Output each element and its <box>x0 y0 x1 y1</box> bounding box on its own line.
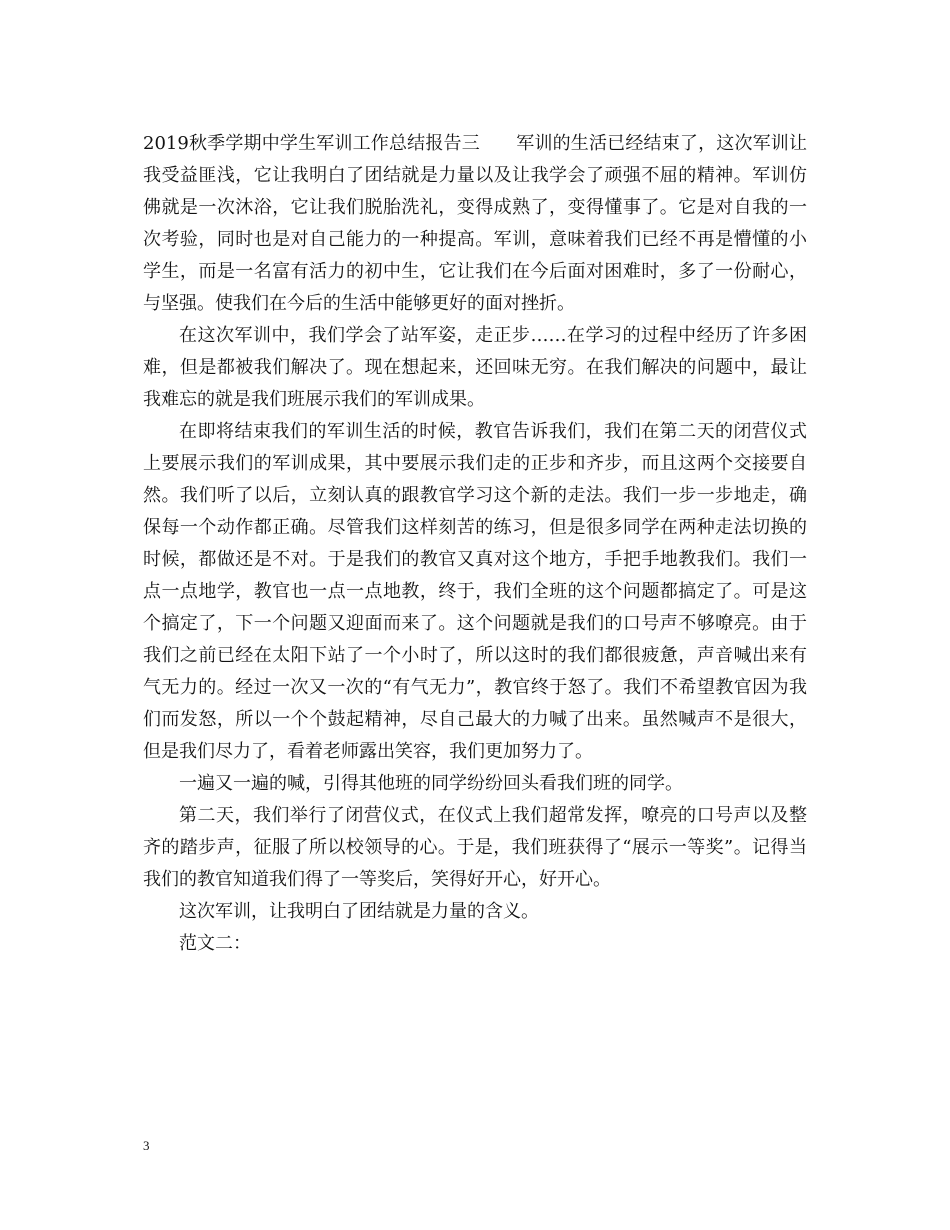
paragraph-conclusion: 这次军训，让我明白了团结就是力量的含义。 <box>179 901 539 922</box>
paragraph-closing-preparation: 在即将结束我们的军训生活的时候，教官告诉我们，我们在第二天的闭营仪式上要展示我们的军训成果，其中要展示我们走的正步和齐步，而且这两个交接要自然。我们听了以后，立刻认真的跟教官学习这个新的走法。我们一步一步地走，确保每一个动作都正确。尽管我们这样刻苦的练习，但是很多同学在两种走法切换的时候，都做还是不对。于是我们的教官又真对这个地方，手把手地教我们。我们一点一点地学，教官也一点一点地教，终于，我们全班的这个问题都搞定了。可是这个搞定了，下一个问题又迎面而来了。这个问题就是我们的口号声不够嘹亮。由于我们之前已经在太阳下站了一个小时了，所以这时的我们都很疲惫，声音喊出来有气无力的。经过一次又一次的“有气无力”，教官终于怒了。我们不希望教官因为我们而发怒，所以一个个鼓起精神，尽自己最大的力喊了出来。虽然喊声不是很大，但是我们尽力了，看着老师露出笑容，我们更加努力了。 <box>143 421 807 762</box>
paragraph-intro: 2019秋季学期中学生军训工作总结报告三 军训的生活已经结束了，这次军训让我受益匪浅，它让我明白了团结就是力量以及让我学会了顽强不屈的精神。军训仿佛就是一次沐浴，它让我们脱胎洗礼，变得成熟了，变得懂事了。它是对自我的一次考验，同时也是对自己能力的一种提高。军训，意味着我们已经不再是懵懂的小学生，而是一名富有活力的初中生，它让我们在今后面对困难时，多了一份耐心，与坚强。使我们在今后的生活中能够更好的面对挫折。 <box>143 133 807 314</box>
paragraph-sample-two-heading: 范文二： <box>179 933 251 954</box>
document-body <box>143 128 807 960</box>
paragraph-ceremony: 第二天，我们举行了闭营仪式，在仪式上我们超常发挥，嘹亮的口号声以及整齐的踏步声，征服了所以校领导的心。于是，我们班获得了“展示一等奖”。记得当我们的教官知道我们得了一等奖后，笑得好开心，好开心。 <box>143 805 807 890</box>
page-number: 3 <box>143 1138 150 1153</box>
paragraph-shouting: 一遍又一遍的喊，引得其他班的同学纷纷回头看我们班的同学。 <box>179 773 683 794</box>
paragraph-training-lessons: 在这次军训中，我们学会了站军姿，走正步……在学习的过程中经历了许多困难，但是都被我们解决了。现在想起来，还回味无穷。在我们解决的问题中，最让我难忘的就是我们班展示我们的军训成果。 <box>143 325 807 410</box>
